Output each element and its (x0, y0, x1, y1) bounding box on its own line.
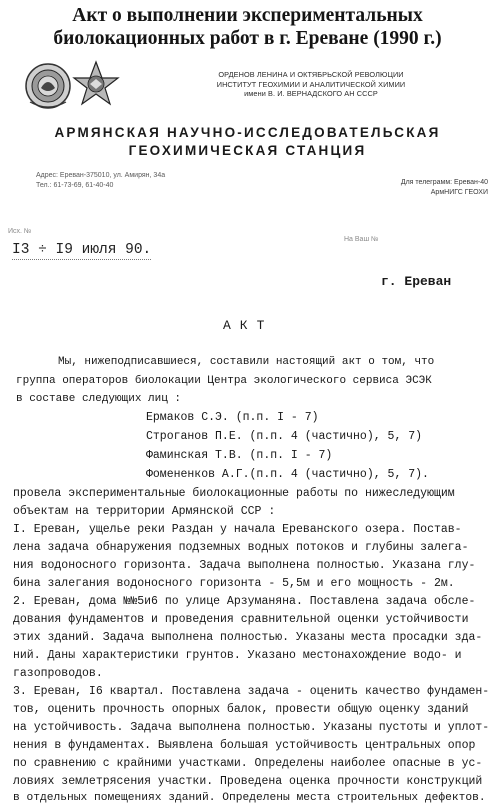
intro-line-1: Мы, нижеподписавшиеся, составили настоящий акт о том, что (58, 356, 435, 368)
order-of-lenin-icon (26, 64, 70, 108)
body-line: газопроводов. (13, 667, 103, 680)
address-line-1: Адрес: Ереван-375010, ул. Амирян, 34а (36, 172, 166, 179)
order-of-october-revolution-icon (74, 62, 118, 104)
incoming-ref-label: На Ваш № (344, 236, 379, 243)
station-line-1: АРМЯНСКАЯ НАУЧНО-ИССЛЕДОВАТЕЛЬСКАЯ (54, 125, 441, 140)
body-line: по сравнению с крайними участками. Определены наиболее опасные в ус- (13, 757, 483, 770)
heading-line-2: биолокационных работ в г. Ереване (1990 г.) (53, 28, 442, 49)
telegram-line-2: АрмНИГС ГЕОХИ (430, 188, 488, 196)
orders-line-3: имени В. И. ВЕРНАДСКОГО АН СССР (244, 89, 378, 98)
orders-line-2: ИНСТИТУТ ГЕОХИМИИ И АНАЛИТИЧЕСКОЙ ХИМИИ (216, 79, 406, 89)
order-emblems (24, 58, 120, 116)
body-line: I. Ереван, ущелье реки Раздан у начала Ереванского озера. Постав- (13, 523, 462, 536)
body-line: ний. Даны характеристики грунтов. Указано местонахождение водо- и (13, 649, 462, 662)
body-line: лена задача обнаружения подземных водных потоков и глубины залега- (13, 541, 469, 554)
institute-name (160, 70, 462, 99)
orders-line-1: ОРДЕНОВ ЛЕНИНА И ОКТЯБРЬСКОЙ РЕВОЛЮЦИИ (218, 70, 404, 79)
intro-line-3: в составе следующих лиц : (16, 393, 182, 405)
participant: Строганов П.Е. (п.п. 4 (частично), 5, 7) (146, 430, 423, 443)
document-date: I3 ÷ I9 июля 90. (12, 242, 152, 258)
document-city: г. Ереван (381, 274, 452, 289)
body-line: ловиях землетрясения участки. Проведена оценка прочности конструкций (13, 775, 483, 788)
intro-line-2: группа операторов биолокации Центра экологического сервиса ЭСЭК (16, 375, 432, 387)
body-line: бина залегания водоносного горизонта - 5,5м и его мощность - 2м. (13, 577, 455, 590)
body-line: тов, оценить прочность опорных балок, провести общую оценку зданий (13, 703, 469, 716)
body-line: ния водоносного горизонта. Задача выполнена полностью. Указана глу- (13, 559, 476, 572)
body-line: провела экспериментальные биолокационные работы по нижеследующим (13, 487, 455, 500)
participant: Фаминская Т.В. (п.п. I - 7) (146, 449, 333, 462)
telegram-line-1: Для телеграмм: Ереван-40 (400, 179, 488, 186)
participant: Ермаков С.Э. (п.п. I - 7) (146, 411, 319, 424)
outgoing-ref-label: Исх. № (8, 228, 32, 235)
emblems (24, 58, 120, 121)
postal-address (36, 171, 236, 190)
address-line-2: Тел.: 61-73-69, 61-40-40 (36, 181, 114, 189)
station-name (0, 124, 495, 160)
body-line: этих зданий. Задача выполнена полностью. Указаны места просадки зда- (13, 631, 483, 644)
page-heading (0, 4, 495, 50)
body-line: на устойчивость. Задача выполнена полностью. Указаны пустоты и уплот- (13, 721, 490, 734)
body-line: 3. Ереван, I6 квартал. Поставлена задача - оценить качество фундамен- (13, 685, 490, 698)
act-title: АКТ (223, 318, 274, 333)
telegram-address (360, 178, 488, 197)
body-line: 2. Ереван, дома №№5и6 по улице Арзуманяна. Поставлена задача обсле- (13, 595, 476, 608)
body-line: дования фундаментов и проведения сравнительной оценки устойчивости (13, 613, 469, 626)
body-line: нения в фундаментах. Выявлена большая устойчивость центральных опор (13, 739, 476, 752)
participant: Фомененков А.Г.(п.п. 4 (частично), 5, 7). (146, 468, 429, 481)
body-line: в отдельных помещениях зданий. Определены места строительных дефектов. (13, 792, 486, 804)
heading-line-1: Акт о выполнении экспериментальных (72, 5, 423, 26)
station-line-2: ГЕОХИМИЧЕСКАЯ СТАНЦИЯ (128, 143, 367, 158)
body-line: объектам на территории Армянской ССР : (13, 505, 276, 518)
